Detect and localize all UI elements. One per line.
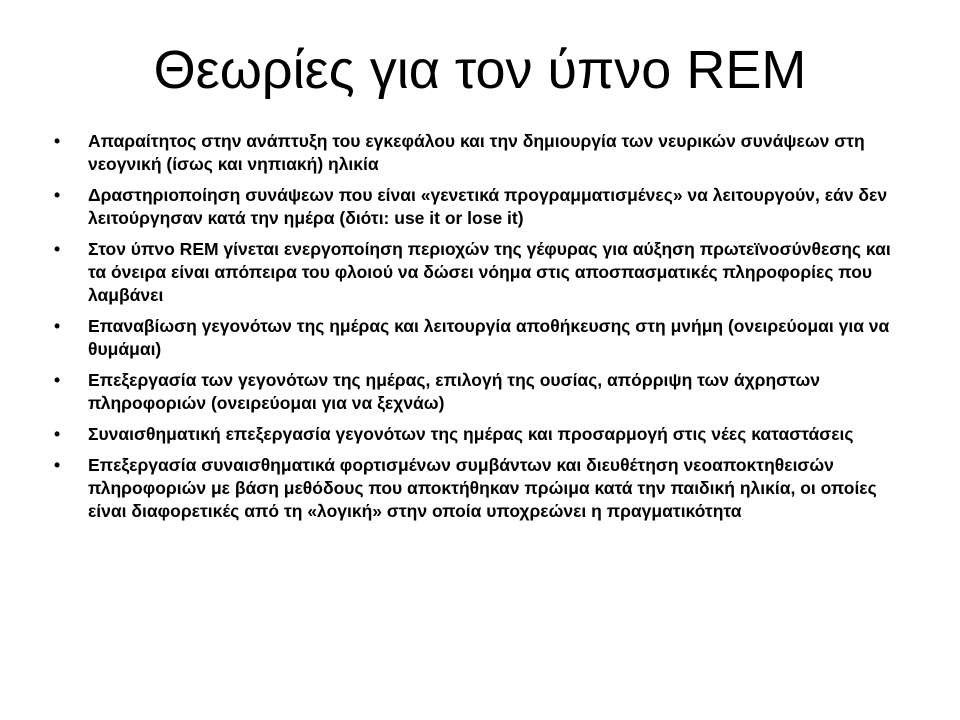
bullet-icon: • [54, 455, 61, 475]
bullet-icon: • [54, 424, 61, 444]
list-item [52, 184, 912, 230]
list-item [52, 454, 912, 523]
bullet-icon: • [54, 316, 61, 336]
list-item [52, 238, 912, 307]
bullet-text: Επαναβίωση γεγονότων της ημέρας και λειτουργία αποθήκευσης στη μνήμη (ονειρεύομαι για να θυμάμαι) [88, 316, 890, 359]
list-item [52, 130, 912, 176]
list-item [52, 423, 912, 446]
list-item [52, 315, 912, 361]
slide-title: Θεωρίες για τον ύπνο REM [153, 40, 807, 100]
bullet-icon: • [54, 185, 61, 205]
bullet-icon: • [54, 239, 61, 259]
bullet-icon: • [54, 370, 61, 390]
list-item [52, 369, 912, 415]
bullet-text: Συναισθηματική επεξεργασία γεγονότων της ημέρας και προσαρμογή στις νέες καταστάσεις [88, 424, 854, 444]
bullet-text: Δραστηριοποίηση συνάψεων που είναι «γενετικά προγραμματισμένες» να λειτουργούν, εάν δεν λειτούργησαν κατά την ημέρα (διότι: use it or lose it) [88, 185, 888, 228]
bullet-icon: • [54, 131, 61, 151]
bullet-text: Απαραίτητος στην ανάπτυξη του εγκεφάλου και την δημιουργία των νευρικών συνάψεων στη νεογνική (ίσως και νηπιακή) ηλικία [88, 131, 865, 174]
bullet-list [52, 130, 912, 531]
bullet-text: Στον ύπνο REM γίνεται ενεργοποίηση περιοχών της γέφυρας για αύξηση πρωτεϊνοσύνθεσης και τα όνειρα είναι απόπειρα του φλοιού να δώσει νόημα στις αποσπασματικές πληροφορίες που λαμβάνει [88, 239, 891, 305]
bullet-text: Επεξεργασία συναισθηματικά φορτισμένων συμβάντων και διευθέτηση νεοαποκτηθεισών πληροφοριών με βάση μεθόδους που αποκτήθηκαν πρώιμα κατά την παιδική ηλικία, οι οποίες είναι διαφορετικές από τη «λογική» στην οποία υποχρεώνει η πραγματικότητα [88, 455, 877, 521]
bullet-text: Επεξεργασία των γεγονότων της ημέρας, επιλογή της ουσίας, απόρριψη των άχρηστων πληροφοριών (ονειρεύομαι για να ξεχνάω) [88, 370, 820, 413]
